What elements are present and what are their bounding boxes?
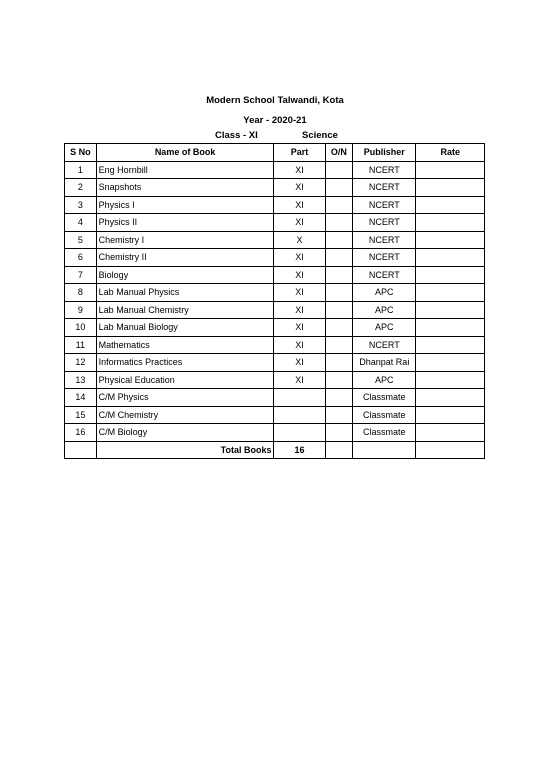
cell-sno: 5 xyxy=(65,231,97,249)
cell-on xyxy=(325,424,353,442)
cell-publisher: Classmate xyxy=(353,406,416,424)
table-row xyxy=(65,266,485,284)
cell-publisher: NCERT xyxy=(353,214,416,232)
cell-part: XI xyxy=(274,371,325,389)
cell-publisher: NCERT xyxy=(353,266,416,284)
cell-book-name: Physical Education xyxy=(96,371,274,389)
cell-sno: 14 xyxy=(65,389,97,407)
cell-part: X xyxy=(274,231,325,249)
table-row xyxy=(65,336,485,354)
cell-book-name: Snapshots xyxy=(96,179,274,197)
total-value: 16 xyxy=(274,441,325,459)
cell-sno: 1 xyxy=(65,161,97,179)
cell-on xyxy=(325,406,353,424)
cell-publisher: Classmate xyxy=(353,389,416,407)
cell-publisher: NCERT xyxy=(353,161,416,179)
cell-publisher: APC xyxy=(353,319,416,337)
cell-book-name: Lab Manual Chemistry xyxy=(96,301,274,319)
cell-rate xyxy=(416,301,485,319)
cell-on xyxy=(325,336,353,354)
school-title: Modern School Talwandi, Kota xyxy=(206,95,344,106)
cell-book-name: Physics II xyxy=(96,214,274,232)
table-row xyxy=(65,406,485,424)
cell-part: XI xyxy=(274,336,325,354)
cell-part: XI xyxy=(274,301,325,319)
column-header-part: Part xyxy=(274,144,325,162)
cell-publisher: NCERT xyxy=(353,231,416,249)
cell-sno: 11 xyxy=(65,336,97,354)
cell-on xyxy=(325,319,353,337)
cell-on xyxy=(325,161,353,179)
total-blank-cell xyxy=(416,441,485,459)
cell-book-name: C/M Chemistry xyxy=(96,406,274,424)
total-blank-cell xyxy=(65,441,97,459)
cell-part: XI xyxy=(274,179,325,197)
table-row xyxy=(65,249,485,267)
column-header-rate: Rate xyxy=(416,144,485,162)
column-header-on: O/N xyxy=(325,144,353,162)
cell-book-name: Informatics Practices xyxy=(96,354,274,372)
table-row xyxy=(65,196,485,214)
cell-rate xyxy=(416,231,485,249)
cell-sno: 10 xyxy=(65,319,97,337)
cell-publisher: NCERT xyxy=(353,336,416,354)
cell-publisher: APC xyxy=(353,371,416,389)
cell-on xyxy=(325,214,353,232)
cell-on xyxy=(325,266,353,284)
cell-book-name: Chemistry I xyxy=(96,231,274,249)
total-label: Total Books xyxy=(96,441,274,459)
cell-part xyxy=(274,406,325,424)
cell-book-name: Physics I xyxy=(96,196,274,214)
cell-rate xyxy=(416,161,485,179)
column-header-name: Name of Book xyxy=(96,144,274,162)
cell-rate xyxy=(416,371,485,389)
cell-rate xyxy=(416,214,485,232)
cell-publisher: APC xyxy=(353,301,416,319)
cell-sno: 9 xyxy=(65,301,97,319)
table-row xyxy=(65,371,485,389)
cell-rate xyxy=(416,336,485,354)
cell-rate xyxy=(416,249,485,267)
cell-publisher: Classmate xyxy=(353,424,416,442)
cell-publisher: NCERT xyxy=(353,179,416,197)
table-row xyxy=(65,424,485,442)
book-list-table xyxy=(64,143,485,459)
table-row xyxy=(65,161,485,179)
table-row xyxy=(65,179,485,197)
cell-part: XI xyxy=(274,161,325,179)
cell-publisher: Dhanpat Rai xyxy=(353,354,416,372)
cell-rate xyxy=(416,319,485,337)
table-row xyxy=(65,214,485,232)
cell-rate xyxy=(416,284,485,302)
cell-sno: 12 xyxy=(65,354,97,372)
cell-on xyxy=(325,196,353,214)
cell-book-name: Lab Manual Physics xyxy=(96,284,274,302)
cell-sno: 13 xyxy=(65,371,97,389)
cell-part: XI xyxy=(274,354,325,372)
cell-book-name: C/M Biology xyxy=(96,424,274,442)
cell-on xyxy=(325,389,353,407)
cell-part: XI xyxy=(274,249,325,267)
total-row xyxy=(65,441,485,459)
cell-rate xyxy=(416,179,485,197)
cell-book-name: Biology xyxy=(96,266,274,284)
cell-book-name: Chemistry II xyxy=(96,249,274,267)
cell-rate xyxy=(416,196,485,214)
cell-part: XI xyxy=(274,284,325,302)
cell-part: XI xyxy=(274,266,325,284)
table-row xyxy=(65,231,485,249)
cell-on xyxy=(325,284,353,302)
cell-book-name: Eng Hornbill xyxy=(96,161,274,179)
cell-sno: 6 xyxy=(65,249,97,267)
cell-part: XI xyxy=(274,214,325,232)
cell-sno: 15 xyxy=(65,406,97,424)
table-row xyxy=(65,319,485,337)
table-row xyxy=(65,354,485,372)
cell-rate xyxy=(416,424,485,442)
cell-part xyxy=(274,424,325,442)
class-label: Class - XI xyxy=(215,130,258,141)
total-blank-cell xyxy=(353,441,416,459)
table-row xyxy=(65,301,485,319)
cell-sno: 8 xyxy=(65,284,97,302)
column-header-sno: S No xyxy=(65,144,97,162)
total-blank-cell xyxy=(325,441,353,459)
cell-book-name: Mathematics xyxy=(96,336,274,354)
cell-publisher: NCERT xyxy=(353,196,416,214)
cell-rate xyxy=(416,389,485,407)
column-header-publisher: Publisher xyxy=(353,144,416,162)
table-row xyxy=(65,284,485,302)
cell-part: XI xyxy=(274,196,325,214)
cell-book-name: C/M Physics xyxy=(96,389,274,407)
cell-book-name: Lab Manual Biology xyxy=(96,319,274,337)
cell-rate xyxy=(416,354,485,372)
cell-on xyxy=(325,371,353,389)
cell-sno: 4 xyxy=(65,214,97,232)
cell-sno: 7 xyxy=(65,266,97,284)
cell-sno: 3 xyxy=(65,196,97,214)
book-rows xyxy=(65,161,485,441)
cell-part xyxy=(274,389,325,407)
academic-year: Year - 2020-21 xyxy=(243,115,307,126)
cell-part: XI xyxy=(274,319,325,337)
table-row xyxy=(65,389,485,407)
cell-on xyxy=(325,231,353,249)
cell-sno: 16 xyxy=(65,424,97,442)
cell-on xyxy=(325,179,353,197)
cell-sno: 2 xyxy=(65,179,97,197)
cell-rate xyxy=(416,406,485,424)
cell-rate xyxy=(416,266,485,284)
stream-label: Science xyxy=(302,130,338,141)
cell-publisher: NCERT xyxy=(353,249,416,267)
cell-on xyxy=(325,249,353,267)
cell-on xyxy=(325,354,353,372)
cell-publisher: APC xyxy=(353,284,416,302)
cell-on xyxy=(325,301,353,319)
table-header-row xyxy=(65,144,485,162)
